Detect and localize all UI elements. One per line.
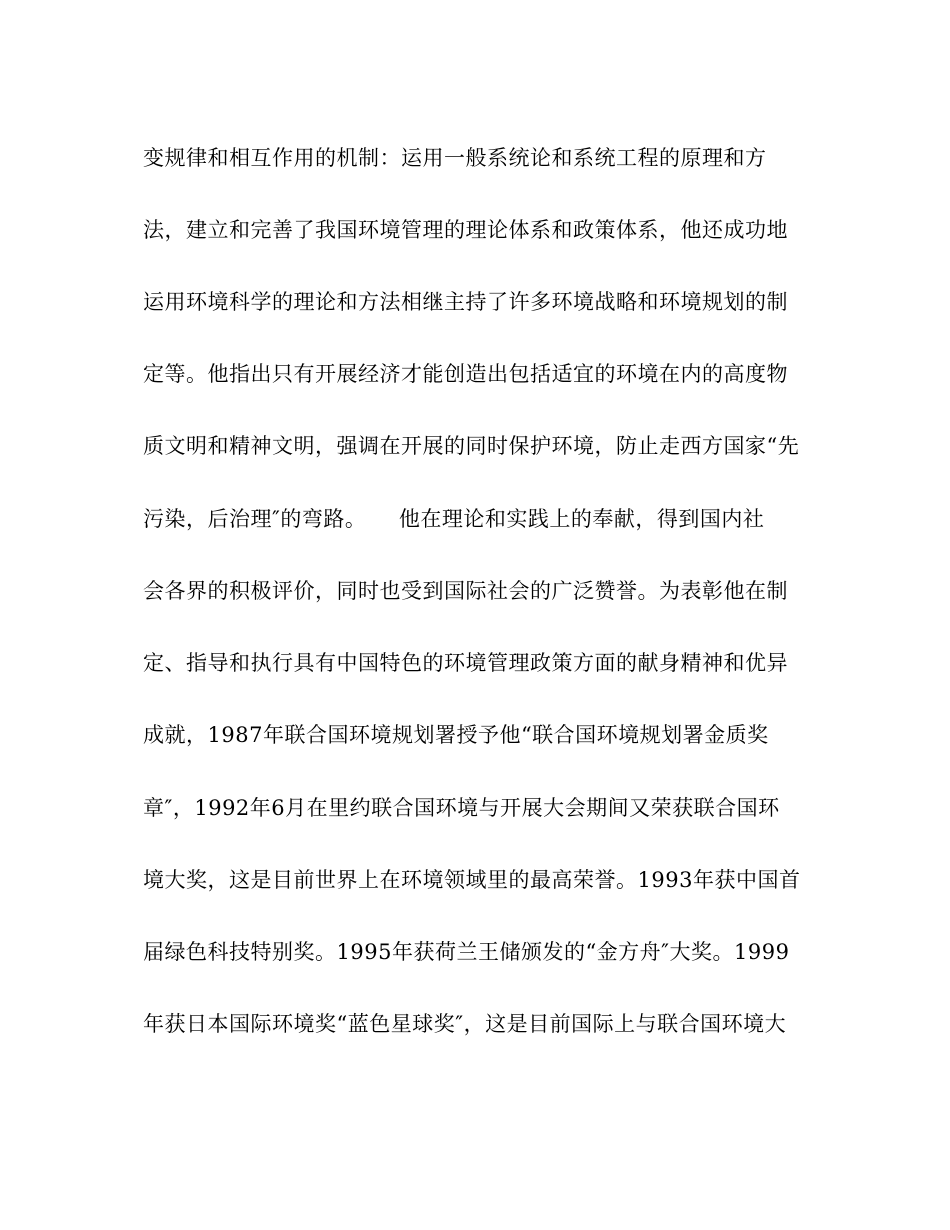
text-line: 变规律和相互作用的机制：运用一般系统论和系统工程的原理和方 [143, 146, 767, 170]
text-line: 届绿色科技特别奖。1995年获荷兰王储颁发的“金方舟″大奖。1999 [143, 940, 790, 964]
text-line: 定、指导和执行具有中国特色的环境管理政策方面的献身精神和优异 [143, 651, 788, 675]
text-line: 会各界的积极评价，同时也受到国际社会的广泛赞誉。为表彰他在制 [143, 579, 788, 603]
text-line: 运用环境科学的理论和方法相继主持了许多环境战略和环境规划的制 [143, 290, 788, 314]
text-line: 法，建立和完善了我国环境管理的理论体系和政策体系，他还成功地 [143, 218, 788, 242]
text-line: 年获日本国际环境奖“蓝色星球奖″，这是目前国际上与联合国环境大 [143, 1012, 787, 1036]
text-line: 定等。他指出只有开展经济才能创造出包括适宜的环境在内的高度物 [143, 362, 788, 386]
text-line: 成就，1987年联合国环境规划署授予他“联合国环境规划署金质奖 [143, 723, 769, 747]
text-line: 境大奖，这是目前世界上在环境领域里的最高荣誉。1993年获中国首 [143, 868, 801, 892]
text-line: 质文明和精神文明，强调在开展的同时保护环境，防止走西方国家“先 [143, 434, 800, 458]
text-line: 章″，1992年6月在里约联合国环境与开展大会期间又荣获联合国环 [143, 796, 780, 820]
text-line: 污染，后治理″的弯路。 他在理论和实践上的奉献，得到国内社 [143, 507, 765, 531]
